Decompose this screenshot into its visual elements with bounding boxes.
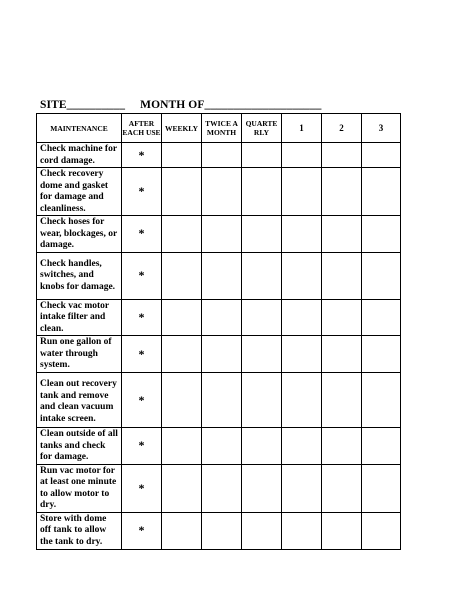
after-each-use-mark: *	[122, 336, 162, 373]
weekly-cell[interactable]	[162, 168, 202, 216]
twice-a-month-cell[interactable]	[202, 168, 242, 216]
twice-a-month-cell[interactable]	[202, 216, 242, 253]
table-row	[37, 512, 401, 549]
col-1-cell[interactable]	[282, 373, 322, 428]
col-2-cell[interactable]	[322, 299, 362, 336]
col-2-cell[interactable]	[322, 512, 362, 549]
twice-a-month-cell[interactable]	[202, 464, 242, 512]
col-1-cell[interactable]	[282, 428, 322, 465]
col-2-cell[interactable]	[322, 373, 362, 428]
after-each-use-mark: *	[122, 512, 162, 549]
site-field-label: SITE__________	[40, 99, 126, 111]
column-header-maintenance: MAINTENANCE	[37, 114, 122, 143]
col-1-cell[interactable]	[282, 464, 322, 512]
task-cell: Check handles, switches, and knobs for damage.	[37, 252, 122, 299]
col-3-cell[interactable]	[362, 143, 401, 168]
col-2-cell[interactable]	[322, 428, 362, 465]
column-header-after-each-use: AFTER EACH USE	[122, 114, 162, 143]
col-2-cell[interactable]	[322, 252, 362, 299]
task-cell: Check hoses for wear, blockages, or damage.	[37, 216, 122, 253]
quarterly-cell[interactable]	[242, 299, 282, 336]
quarterly-cell[interactable]	[242, 428, 282, 465]
month-field-label: MONTH OF____________________	[140, 99, 322, 111]
weekly-cell[interactable]	[162, 143, 202, 168]
quarterly-cell[interactable]	[242, 143, 282, 168]
task-cell: Check recovery dome and gasket for damage and cleanliness.	[37, 168, 122, 216]
weekly-cell[interactable]	[162, 216, 202, 253]
col-3-cell[interactable]	[362, 428, 401, 465]
twice-a-month-cell[interactable]	[202, 428, 242, 465]
quarterly-cell[interactable]	[242, 512, 282, 549]
col-3-cell[interactable]	[362, 373, 401, 428]
quarterly-cell[interactable]	[242, 373, 282, 428]
weekly-cell[interactable]	[162, 299, 202, 336]
col-3-cell[interactable]	[362, 168, 401, 216]
column-header-twice-a-month: TWICE A MONTH	[202, 114, 242, 143]
after-each-use-mark: *	[122, 299, 162, 336]
column-header-1: 1	[282, 114, 322, 143]
quarterly-cell[interactable]	[242, 336, 282, 373]
column-header-weekly: WEEKLY	[162, 114, 202, 143]
col-1-cell[interactable]	[282, 252, 322, 299]
col-2-cell[interactable]	[322, 143, 362, 168]
col-2-cell[interactable]	[322, 464, 362, 512]
maintenance-log-table	[36, 113, 401, 550]
after-each-use-mark: *	[122, 216, 162, 253]
quarterly-cell[interactable]	[242, 168, 282, 216]
form-header	[40, 99, 333, 111]
after-each-use-mark: *	[122, 428, 162, 465]
task-cell: Store with dome off tank to allow the tank to dry.	[37, 512, 122, 549]
twice-a-month-cell[interactable]	[202, 299, 242, 336]
table-row	[37, 168, 401, 216]
quarterly-cell[interactable]	[242, 216, 282, 253]
column-header-2: 2	[322, 114, 362, 143]
task-cell: Clean out recovery tank and remove and clean vacuum intake screen.	[37, 373, 122, 428]
task-cell: Check vac motor intake filter and clean.	[37, 299, 122, 336]
task-cell: Run one gallon of water through system.	[37, 336, 122, 373]
col-3-cell[interactable]	[362, 299, 401, 336]
weekly-cell[interactable]	[162, 336, 202, 373]
weekly-cell[interactable]	[162, 428, 202, 465]
table-header-row	[37, 114, 401, 143]
col-2-cell[interactable]	[322, 168, 362, 216]
table-row	[37, 143, 401, 168]
col-3-cell[interactable]	[362, 216, 401, 253]
weekly-cell[interactable]	[162, 464, 202, 512]
twice-a-month-cell[interactable]	[202, 336, 242, 373]
column-header-quarterly: QUARTE RLY	[242, 114, 282, 143]
table-row	[37, 299, 401, 336]
twice-a-month-cell[interactable]	[202, 252, 242, 299]
col-3-cell[interactable]	[362, 336, 401, 373]
col-2-cell[interactable]	[322, 336, 362, 373]
weekly-cell[interactable]	[162, 252, 202, 299]
after-each-use-mark: *	[122, 464, 162, 512]
col-1-cell[interactable]	[282, 168, 322, 216]
col-3-cell[interactable]	[362, 512, 401, 549]
table-row	[37, 336, 401, 373]
table-row	[37, 216, 401, 253]
twice-a-month-cell[interactable]	[202, 373, 242, 428]
after-each-use-mark: *	[122, 252, 162, 299]
table-row	[37, 373, 401, 428]
after-each-use-mark: *	[122, 143, 162, 168]
task-cell: Clean outside of all tanks and check for damage.	[37, 428, 122, 465]
col-1-cell[interactable]	[282, 336, 322, 373]
col-1-cell[interactable]	[282, 299, 322, 336]
col-1-cell[interactable]	[282, 143, 322, 168]
col-3-cell[interactable]	[362, 464, 401, 512]
table-row	[37, 252, 401, 299]
task-cell: Check machine for cord damage.	[37, 143, 122, 168]
col-2-cell[interactable]	[322, 216, 362, 253]
weekly-cell[interactable]	[162, 373, 202, 428]
table-row	[37, 464, 401, 512]
quarterly-cell[interactable]	[242, 252, 282, 299]
col-1-cell[interactable]	[282, 512, 322, 549]
after-each-use-mark: *	[122, 168, 162, 216]
quarterly-cell[interactable]	[242, 464, 282, 512]
twice-a-month-cell[interactable]	[202, 143, 242, 168]
after-each-use-mark: *	[122, 373, 162, 428]
col-1-cell[interactable]	[282, 216, 322, 253]
task-cell: Run vac motor for at least one minute to allow motor to dry.	[37, 464, 122, 512]
table-row	[37, 428, 401, 465]
col-3-cell[interactable]	[362, 252, 401, 299]
weekly-cell[interactable]	[162, 512, 202, 549]
column-header-3: 3	[362, 114, 401, 143]
twice-a-month-cell[interactable]	[202, 512, 242, 549]
